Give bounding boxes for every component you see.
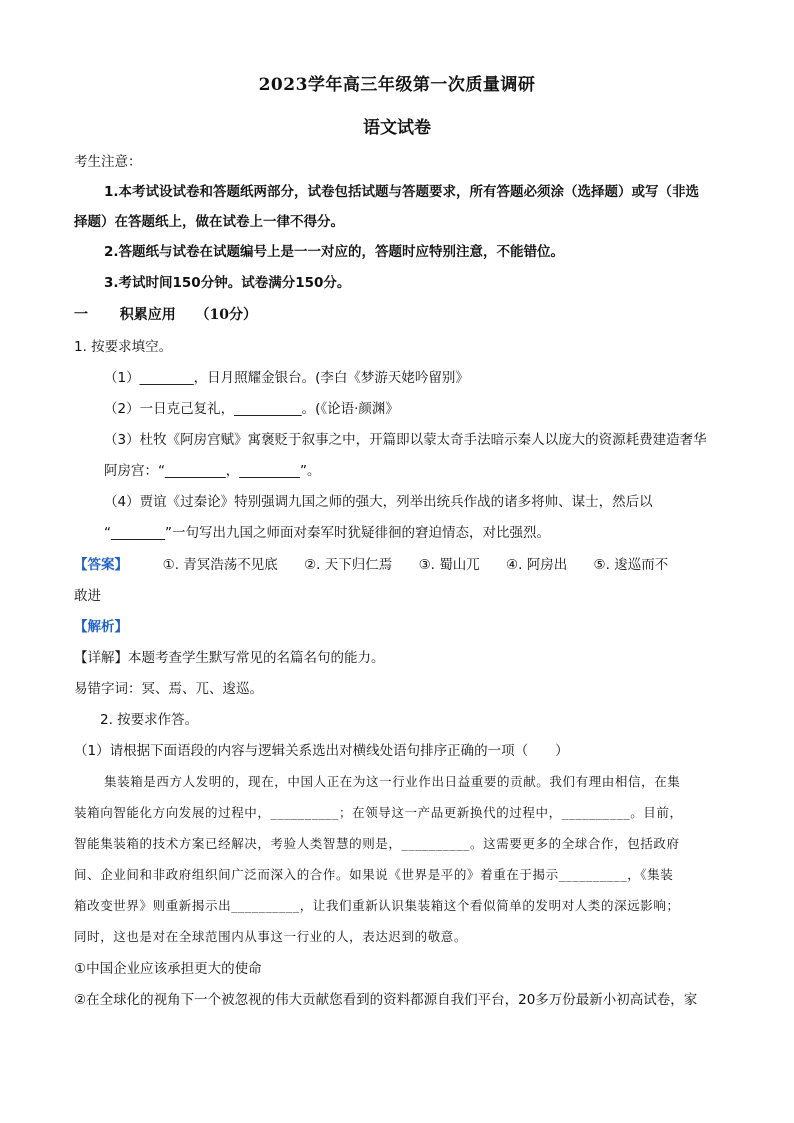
passage-line: 装箱向智能化方向发展的过程中，__________；在领导这一产品更新换代的过程中，__________。目前， xyxy=(74,805,683,820)
choice-2: ②在全球化的视角下一个被忽视的伟大贡献您看到的资料都源自我们平台，20多万份最新小初高试卷，家 xyxy=(74,992,698,1008)
analysis-label: 【解析】 xyxy=(74,619,128,635)
answer-option: ③. 蜀山兀 xyxy=(418,557,480,573)
answer-option: ②. 天下归仁焉 xyxy=(304,557,393,573)
question-1-part-1: （1）________，日月照耀金银台。(李白《梦游天姥吟留别》 xyxy=(104,370,469,386)
question-1-part-3: （3）杜牧《阿房宫赋》寓褒贬于叙事之中，开篇即以蒙太奇手法暗示秦人以庞大的资源耗费建造奢华 xyxy=(104,432,707,448)
passage-line: 智能集装箱的技术方案已经解决，考验人类智慧的则是，__________。这需要更多的全球合作，包括政府 xyxy=(74,836,680,851)
question-1-part-3-cont: 阿房宫：“_________，_________”。 xyxy=(104,463,321,479)
answer-row xyxy=(74,555,668,575)
passage-line: 间、企业间和非政府组织间广泛而深入的合作。如果说《世界是平的》着重在于揭示__________，《集装 xyxy=(74,867,674,882)
answer-option: ④. 阿房出 xyxy=(506,557,568,573)
section-heading xyxy=(74,304,257,324)
section-title: 积累应用 xyxy=(119,307,176,323)
question-1-part-2: （2）一日克己复礼，__________。(《论语·颜渊》 xyxy=(104,401,399,417)
notice-item-2: 2.答题纸与试卷在试题编号上是一一对应的，答题时应特别注意，不能错位。 xyxy=(104,244,565,260)
section-score: （10分） xyxy=(195,307,257,323)
question-1-stem: 1. 按要求填空。 xyxy=(74,339,173,355)
notice-item-1: 1.本考试设试卷和答题纸两部分，试卷包括试题与答题要求，所有答题必须涂（选择题）或写（非选 xyxy=(104,184,700,200)
question-1-part-4: （4）贾谊《过秦论》特别强调九国之师的强大，列举出统兵作战的诸多将帅、谋士，然后以 xyxy=(104,494,653,510)
analysis-errors: 易错字词：冥、焉、兀、逡巡。 xyxy=(74,681,263,697)
choice-1: ①中国企业应该承担更大的使命 xyxy=(74,961,262,977)
passage-line: 同时，这也是对在全球范围内从事这一行业的人，表达迟到的敬意。 xyxy=(74,929,468,944)
passage-line: 集装箱是西方人发明的，现在，中国人正在为这一行业作出日益重要的贡献。我们有理由相信，在集 xyxy=(104,774,681,789)
question-2-stem: 2. 按要求作答。 xyxy=(100,712,199,728)
section-number: 一 xyxy=(74,307,88,323)
notice-item-3: 3.考试时间150分钟。试卷满分150分。 xyxy=(104,275,351,291)
question-1-part-4-cont: “________”一句写出九国之师面对秦军时犹疑徘徊的窘迫情态，对比强烈。 xyxy=(104,525,550,541)
answer-option: ⑤. 逡巡而不 xyxy=(593,557,669,573)
exam-subtitle: 语文试卷 xyxy=(363,118,431,138)
notice-heading: 考生注意： xyxy=(74,154,142,170)
answer-option: ①. 青冥浩荡不见底 xyxy=(162,557,278,573)
answer-label: 【答案】 xyxy=(74,557,128,573)
notice-item-1-cont: 择题）在答题纸上，做在试卷上一律不得分。 xyxy=(74,214,344,230)
analysis-detail: 【详解】本题考查学生默写常见的名篇名句的能力。 xyxy=(74,650,385,666)
answer-continuation: 敢进 xyxy=(74,588,101,604)
passage-line: 箱改变世界》则重新揭示出__________，让我们重新认识集装箱这个看似简单的发明对人类的深远影响； xyxy=(74,898,680,913)
exam-title: 2023学年高三年级第一次质量调研 xyxy=(258,75,536,95)
question-2-sub-1: （1）请根据下面语段的内容与逻辑关系选出对横线处语句排序正确的一项（ ） xyxy=(74,743,569,759)
